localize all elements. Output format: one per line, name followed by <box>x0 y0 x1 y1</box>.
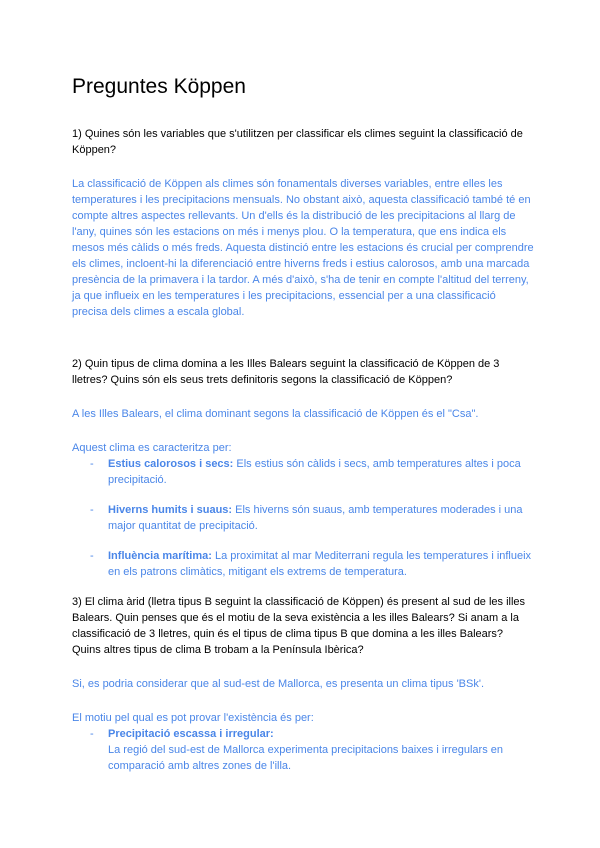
list-item-text: Els hiverns són suaus, amb temperatures moderades i una major quantitat de precipitació. <box>108 504 523 532</box>
answer-2-intro: A les Illes Balears, el clima dominant segons la classificació de Köppen és el "Csa". <box>72 408 479 420</box>
list-item <box>72 726 534 774</box>
list-item <box>72 548 534 580</box>
answer-1: La classificació de Köppen als climes són fonamentals diverses variables, entre elles les temperatures i les precipitacions mensuals. No obstant això, aquesta classificació també té en compte altres aspectes rellevants. Un d'ells és la distribució de les precipitacions al llarg de l'any, quines són les estacions on més i menys plou. O la temperatura, que ens indica els mesos més càlids o més freds. Aquesta distinció entre les estacions és crucial per comprendre els climes, incloent-hi la diferenciació entre hiverns freds i estius calorosos, amb una marcada presència de la primavera i la tardor. A més d'això, s'ha de tenir en compte l'altitud del terreny, ja que influeix en les temperatures i les precipitacions, essencial per a una classificació precisa dels climes a escala global. <box>72 178 534 318</box>
list-item-label: Influència marítima: <box>108 550 212 562</box>
question-3: 3) El clima àrid (lletra tipus B seguint la classificació de Köppen) és present al sud de les illes Balears. Quin penses que és el motiu de la seva existència a les illes Balears? Si anam a la classificació de 3 lletres, quin és el tipus de clima tipus B que domina a les illes Balears? Quins altres tipus de clima B trobam a la Península Ibèrica? <box>72 596 526 656</box>
reasons-list <box>72 726 534 774</box>
list-item-text: La regió del sud-est de Mallorca experimenta precipitacions baixes i irregulars en comparació amb altres zones de l'illa. <box>108 744 503 772</box>
list-item <box>72 456 534 488</box>
list-item-label: Estius calorosos i secs: <box>108 458 234 470</box>
document-title: Preguntes Köppen <box>72 75 246 98</box>
list-item-label: Precipitació escassa i irregular: <box>108 728 274 740</box>
answer-2-lead: Aquest clima es caracteritza per: <box>72 442 232 454</box>
characteristics-list <box>72 456 534 580</box>
list-item <box>72 502 534 534</box>
document-page <box>72 74 534 774</box>
list-dash: - <box>90 550 94 562</box>
list-item-text: La proximitat al mar Mediterrani regula les temperatures i influeix en els patrons climàtics, mitigant els extrems de temperatura. <box>108 550 532 578</box>
answer-3-lead: El motiu pel qual es pot provar l'existència és per: <box>72 712 314 724</box>
list-dash: - <box>90 728 94 740</box>
list-item-text: Els estius són càlids i secs, amb temperatures altes i poca precipitació. <box>108 458 521 486</box>
question-1: 1) Quines són les variables que s'utilitzen per classificar els climes seguint la classificació de Köppen? <box>72 128 523 156</box>
list-dash: - <box>90 458 94 470</box>
question-2: 2) Quin tipus de clima domina a les Illes Balears seguint la classificació de Köppen de 3 lletres? Quins són els seus trets definitoris segons la classificació de Köppen? <box>72 358 500 386</box>
answer-3-intro: Si, es podria considerar que al sud-est de Mallorca, es presenta un clima tipus 'BSk'. <box>72 678 485 690</box>
list-item-label: Hiverns humits i suaus: <box>108 504 233 516</box>
list-dash: - <box>90 504 94 516</box>
